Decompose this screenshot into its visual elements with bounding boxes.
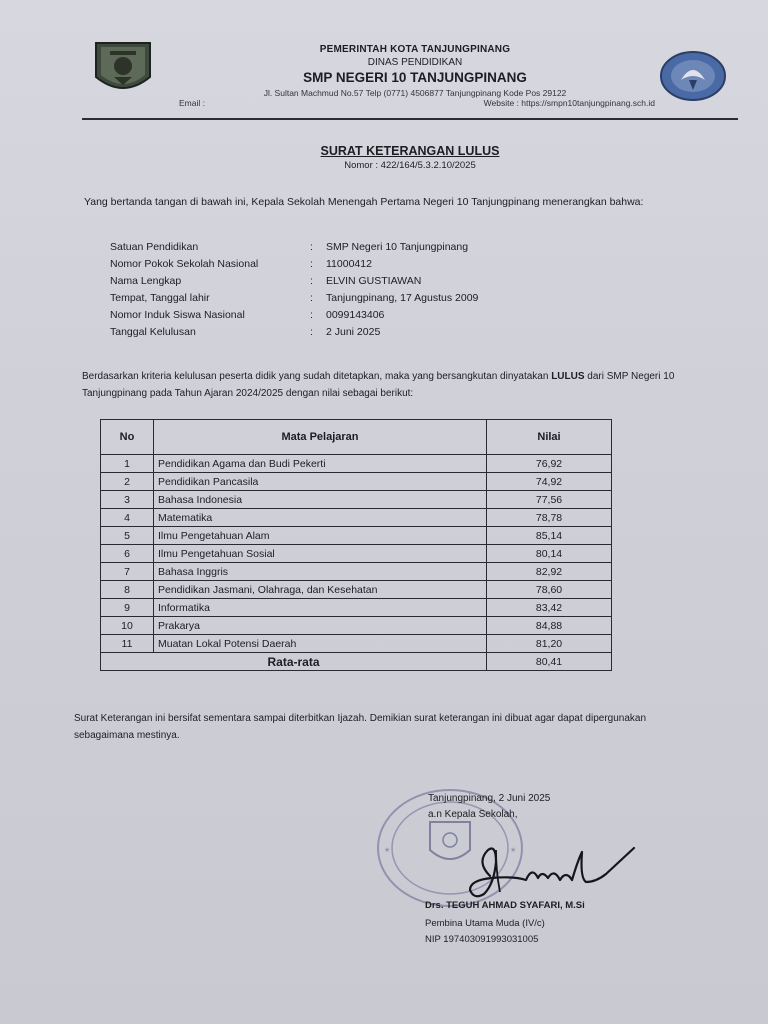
table-row bbox=[101, 509, 612, 527]
row-score: 82,92 bbox=[487, 563, 612, 581]
letterhead-divider bbox=[82, 118, 738, 120]
row-score: 83,42 bbox=[487, 599, 612, 617]
row-subject: Muatan Lokal Potensi Daerah bbox=[154, 635, 487, 653]
row-no: 10 bbox=[101, 617, 154, 635]
row-score: 81,20 bbox=[487, 635, 612, 653]
row-score: 78,78 bbox=[487, 509, 612, 527]
row-score: 74,92 bbox=[487, 473, 612, 491]
signer-rank: Pembina Utama Muda (IV/c) bbox=[425, 918, 545, 929]
header-score: Nilai bbox=[487, 420, 612, 455]
row-subject: Prakarya bbox=[154, 617, 487, 635]
email-label: Email : bbox=[179, 98, 205, 108]
identity-value: 2 Juni 2025 bbox=[326, 325, 381, 338]
identity-label: Nomor Pokok Sekolah Nasional bbox=[110, 257, 259, 270]
signature-place-date: Tanjungpinang, 2 Juni 2025 bbox=[428, 793, 551, 804]
average-row bbox=[101, 653, 612, 671]
school-name: SMP NEGERI 10 TANJUNGPINANG bbox=[303, 70, 527, 85]
row-score: 77,56 bbox=[487, 491, 612, 509]
letter-title: SURAT KETERANGAN LULUS bbox=[320, 144, 500, 158]
average-label: Rata-rata bbox=[101, 653, 487, 671]
identity-value: 0099143406 bbox=[326, 308, 385, 321]
identity-label: Nomor Induk Siswa Nasional bbox=[110, 308, 245, 321]
grades-table bbox=[100, 419, 612, 671]
svg-text:★: ★ bbox=[384, 846, 391, 854]
letter-number: Nomor : 422/164/5.3.2.10/2025 bbox=[344, 160, 476, 171]
table-row bbox=[101, 635, 612, 653]
identity-label: Nama Lengkap bbox=[110, 274, 182, 287]
table-row bbox=[101, 491, 612, 509]
row-no: 6 bbox=[101, 545, 154, 563]
row-subject: Bahasa Inggris bbox=[154, 563, 487, 581]
identity-row bbox=[110, 255, 570, 272]
identity-label: Tempat, Tanggal lahir bbox=[110, 291, 210, 304]
identity-colon: : bbox=[310, 240, 313, 253]
education-ministry-logo-icon bbox=[659, 50, 727, 102]
identity-row bbox=[110, 238, 570, 255]
header-subject: Mata Pelajaran bbox=[154, 420, 487, 455]
row-no: 2 bbox=[101, 473, 154, 491]
header-no: No bbox=[101, 420, 154, 455]
school-address: Jl. Sultan Machmud No.57 Telp (0771) 4506877 Tanjungpinang Kode Pos 29122 bbox=[263, 88, 567, 98]
city-emblem-icon bbox=[90, 37, 156, 99]
identity-colon: : bbox=[310, 291, 313, 304]
row-subject: Ilmu Pengetahuan Alam bbox=[154, 527, 487, 545]
row-no: 8 bbox=[101, 581, 154, 599]
statement-text: Berdasarkan kriteria kelulusan peserta didik yang sudah ditetapkan, maka yang bersangkutan dinyatakan bbox=[82, 371, 552, 382]
row-no: 3 bbox=[101, 491, 154, 509]
row-no: 4 bbox=[101, 509, 154, 527]
website-link[interactable]: Website : https://smpn10tanjungpinang.sch.id bbox=[483, 98, 655, 108]
identity-row bbox=[110, 306, 570, 323]
table-row bbox=[101, 455, 612, 473]
table-row bbox=[101, 545, 612, 563]
intro-paragraph: Yang bertanda tangan di bawah ini, Kepala Sekolah Menengah Pertama Negeri 10 Tanjungpinang menerangkan bahwa: bbox=[84, 196, 644, 208]
statement-text: dari SMP Negeri 10 Tanjungpinang pada Tahun Ajaran 2024/2025 dengan nilai sebagai berikut: bbox=[82, 371, 675, 399]
signer-name: Drs. TEGUH AHMAD SYAFARI, M.Si bbox=[425, 900, 585, 911]
identity-value: Tanjungpinang, 17 Agustus 2009 bbox=[326, 291, 479, 304]
row-no: 11 bbox=[101, 635, 154, 653]
contact-line bbox=[175, 98, 655, 108]
student-identity bbox=[110, 238, 570, 340]
graduation-statement bbox=[82, 368, 692, 402]
row-subject: Bahasa Indonesia bbox=[154, 491, 487, 509]
identity-value: ELVIN GUSTIAWAN bbox=[326, 274, 422, 287]
average-value: 80,41 bbox=[487, 653, 612, 671]
signer-nip: NIP 197403091993031005 bbox=[425, 934, 539, 945]
identity-row bbox=[110, 289, 570, 306]
identity-colon: : bbox=[310, 274, 313, 287]
government-name: PEMERINTAH KOTA TANJUNGPINANG bbox=[319, 44, 511, 55]
signature-role: a.n Kepala Sekolah, bbox=[428, 809, 518, 820]
row-subject: Ilmu Pengetahuan Sosial bbox=[154, 545, 487, 563]
table-row bbox=[101, 473, 612, 491]
row-no: 7 bbox=[101, 563, 154, 581]
row-score: 85,14 bbox=[487, 527, 612, 545]
row-score: 80,14 bbox=[487, 545, 612, 563]
table-row bbox=[101, 527, 612, 545]
letterhead bbox=[175, 44, 655, 108]
table-row bbox=[101, 581, 612, 599]
signature-block bbox=[428, 793, 688, 825]
row-no: 1 bbox=[101, 455, 154, 473]
row-score: 78,60 bbox=[487, 581, 612, 599]
identity-colon: : bbox=[310, 325, 313, 338]
identity-colon: : bbox=[310, 308, 313, 321]
graduation-status: LULUS bbox=[551, 371, 585, 382]
table-row bbox=[101, 617, 612, 635]
table-row bbox=[101, 563, 612, 581]
identity-value: 11000412 bbox=[326, 257, 372, 270]
row-subject: Matematika bbox=[154, 509, 487, 527]
row-subject: Pendidikan Pancasila bbox=[154, 473, 487, 491]
row-score: 76,92 bbox=[487, 455, 612, 473]
agency-name: DINAS PENDIDIKAN bbox=[367, 57, 463, 68]
row-subject: Informatika bbox=[154, 599, 487, 617]
handwritten-signature bbox=[466, 842, 642, 904]
identity-row bbox=[110, 272, 570, 289]
identity-label: Tanggal Kelulusan bbox=[110, 325, 196, 338]
letter-title-block bbox=[260, 144, 560, 171]
table-row bbox=[101, 599, 612, 617]
row-no: 9 bbox=[101, 599, 154, 617]
row-subject: Pendidikan Jasmani, Olahraga, dan Kesehatan bbox=[154, 581, 487, 599]
row-no: 5 bbox=[101, 527, 154, 545]
identity-value: SMP Negeri 10 Tanjungpinang bbox=[326, 240, 469, 253]
svg-text:★: ★ bbox=[510, 846, 517, 854]
identity-label: Satuan Pendidikan bbox=[110, 240, 199, 253]
identity-row bbox=[110, 323, 570, 340]
table-header-row bbox=[101, 420, 612, 455]
closing-paragraph: Surat Keterangan ini bersifat sementara sampai diterbitkan Ijazah. Demikian surat keterangan ini dibuat agar dapat dipergunakan sebagaimana mestinya. bbox=[74, 713, 647, 741]
row-subject: Pendidikan Agama dan Budi Pekerti bbox=[154, 455, 487, 473]
row-score: 84,88 bbox=[487, 617, 612, 635]
identity-colon: : bbox=[310, 257, 313, 270]
